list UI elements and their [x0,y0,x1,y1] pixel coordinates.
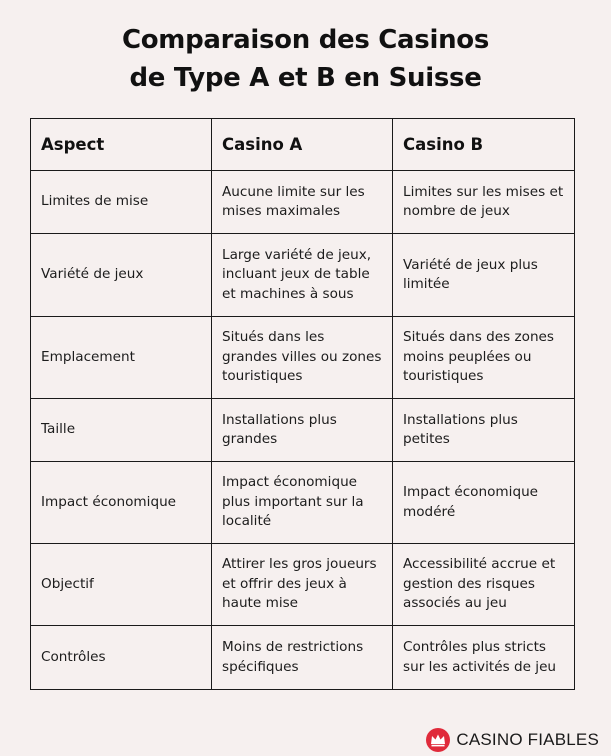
comparison-table [30,118,575,690]
cell-aspect: Objectif [31,544,212,626]
table-row [31,544,575,626]
table-row [31,626,575,690]
cell-casino-a: Large variété de jeux, incluant jeux de table et machines à sous [212,234,393,317]
cell-aspect: Variété de jeux [31,234,212,317]
title-line-1: Comparaison des Casinos [121,25,490,56]
brand-logo [426,727,599,753]
cell-casino-b: Limites sur les mises et nombre de jeux [393,171,575,234]
cell-casino-b: Contrôles plus stricts sur les activités de jeu [393,626,575,690]
cell-aspect: Contrôles [31,626,212,690]
table-row [31,171,575,234]
cell-casino-a: Moins de restrictions spécifiques [212,626,393,690]
header-aspect: Aspect [31,119,212,171]
crown-icon [426,728,450,752]
cell-casino-b: Installations plus petites [393,399,575,462]
page-title [0,21,611,97]
cell-aspect: Limites de mise [31,171,212,234]
cell-aspect: Emplacement [31,317,212,399]
header-casino-b: Casino B [393,119,575,171]
table-row [31,399,575,462]
cell-casino-b: Situés dans des zones moins peuplées ou touristiques [393,317,575,399]
cell-aspect: Taille [31,399,212,462]
cell-casino-b: Variété de jeux plus limitée [393,234,575,317]
cell-casino-b: Impact économique modéré [393,462,575,544]
table-header-row [31,119,575,171]
brand-name: CASINO FIABLES [456,730,599,749]
table-row [31,462,575,544]
cell-casino-a: Aucune limite sur les mises maximales [212,171,393,234]
cell-casino-a: Impact économique plus important sur la localité [212,462,393,544]
title-line-2: de Type A et B en Suisse [129,63,482,94]
cell-casino-a: Installations plus grandes [212,399,393,462]
cell-casino-a: Situés dans les grandes villes ou zones touristiques [212,317,393,399]
table-row [31,317,575,399]
header-casino-a: Casino A [212,119,393,171]
cell-casino-b: Accessibilité accrue et gestion des risques associés au jeu [393,544,575,626]
table-row [31,234,575,317]
cell-aspect: Impact économique [31,462,212,544]
cell-casino-a: Attirer les gros joueurs et offrir des jeux à haute mise [212,544,393,626]
